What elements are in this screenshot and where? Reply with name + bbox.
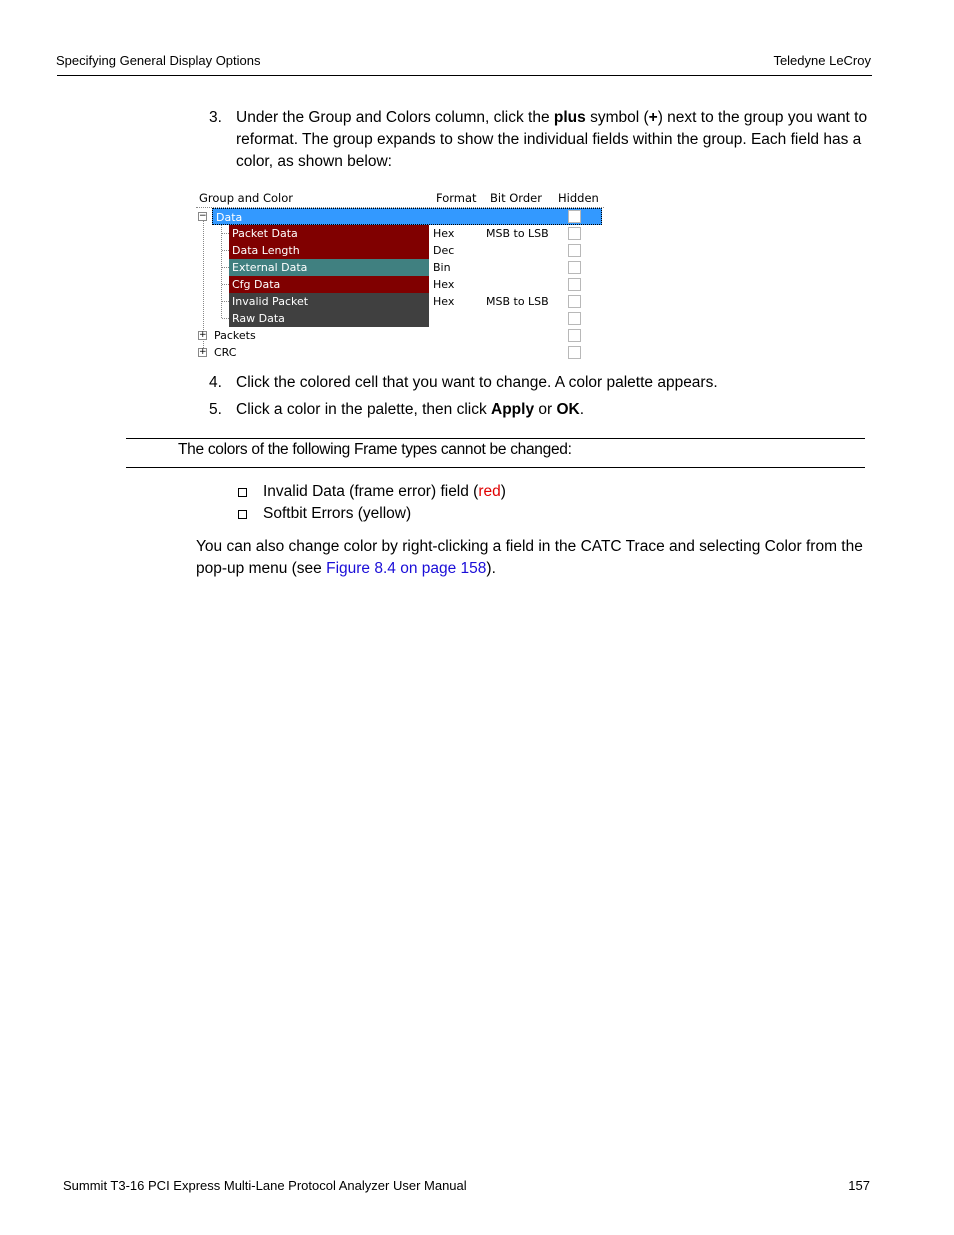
grid-row-group[interactable] — [196, 208, 606, 225]
checkbox-icon[interactable] — [568, 261, 581, 274]
bullet-box-icon — [238, 488, 247, 497]
field-bit-order[interactable] — [483, 276, 486, 293]
checkbox-icon[interactable] — [568, 227, 581, 240]
field-color-cell[interactable]: Packet Data — [229, 225, 429, 242]
checkbox-icon[interactable] — [568, 210, 581, 223]
grid-row-field[interactable] — [196, 276, 606, 293]
step-5 — [209, 399, 889, 421]
step-text-part: . — [579, 401, 585, 418]
column-header-format[interactable]: Format — [436, 191, 477, 205]
grid-row-group[interactable] — [196, 344, 606, 361]
note-top-rule — [126, 438, 865, 439]
field-format[interactable]: Hex — [433, 227, 455, 240]
field-color-cell[interactable]: Raw Data — [229, 310, 429, 327]
field-color-cell[interactable]: Data Length — [229, 242, 429, 259]
step-text-part: or — [534, 401, 557, 418]
plus-box-icon[interactable]: + — [199, 347, 207, 357]
field-bit-order[interactable] — [483, 310, 486, 327]
field-bit-order[interactable]: MSB to LSB — [486, 295, 549, 308]
step-bold: plus — [553, 109, 586, 126]
body-paragraph — [196, 536, 866, 580]
group-color-grid — [196, 188, 606, 363]
grid-row-group[interactable] — [196, 327, 606, 344]
field-color-cell[interactable]: External Data — [229, 259, 429, 276]
group-color-cell[interactable]: Data — [212, 208, 602, 225]
checkbox-icon[interactable] — [568, 346, 581, 359]
grid-row-field[interactable] — [196, 310, 606, 327]
step-number: 4. — [209, 374, 222, 391]
step-text-part: Under the Group and Colors column, click the — [236, 109, 554, 126]
header-divider — [57, 75, 872, 76]
step-text-part: Click a color in the palette, then click — [236, 401, 492, 418]
field-color-cell[interactable]: Invalid Packet — [229, 293, 429, 310]
step-bold: Apply — [491, 401, 535, 418]
plus-box-icon[interactable]: + — [199, 330, 207, 340]
checkbox-icon[interactable] — [568, 312, 581, 325]
column-header-hidden[interactable]: Hidden — [558, 191, 599, 205]
bullet-colored-word: red — [478, 483, 501, 500]
grid-row-field[interactable] — [196, 259, 606, 276]
step-bold: OK — [556, 401, 580, 418]
field-bit-order[interactable]: MSB to LSB — [486, 227, 549, 240]
grid-row-field[interactable] — [196, 293, 606, 310]
grid-row-field[interactable] — [196, 242, 606, 259]
field-format[interactable]: Hex — [433, 295, 455, 308]
step-4 — [209, 372, 889, 394]
step-number: 3. — [209, 109, 222, 126]
note-text: The colors of the following Frame types cannot be changed: — [178, 441, 572, 458]
note-bottom-rule — [126, 467, 865, 468]
group-label[interactable]: CRC — [214, 346, 237, 359]
paragraph-text: ). — [486, 560, 496, 577]
figure-link[interactable]: Figure 8.4 on page 158 — [326, 560, 487, 577]
bullet-item — [238, 483, 738, 503]
bullet-item — [238, 505, 738, 525]
minus-box-icon[interactable]: − — [199, 211, 207, 221]
step-text-part: ) next to the group you want to reformat. The group expands to show the individual fields within the group. Each field has a color, as shown below: — [236, 109, 868, 170]
bullet-box-icon — [238, 510, 247, 519]
field-bit-order[interactable] — [483, 259, 486, 276]
step-text — [236, 399, 876, 421]
grid-row-field[interactable] — [196, 225, 606, 242]
header-brand: Teledyne LeCroy — [773, 53, 871, 68]
field-bit-order[interactable] — [483, 242, 486, 259]
footer-title: Summit T3-16 PCI Express Multi-Lane Protocol Analyzer User Manual — [63, 1178, 467, 1193]
field-format[interactable]: Bin — [433, 261, 451, 274]
header-title: Specifying General Display Options — [56, 53, 261, 68]
checkbox-icon[interactable] — [568, 329, 581, 342]
field-format[interactable]: Hex — [433, 278, 455, 291]
grid-header — [196, 188, 604, 206]
checkbox-icon[interactable] — [568, 244, 581, 257]
column-header-group-color[interactable]: Group and Color — [199, 191, 293, 205]
field-color-cell[interactable]: Cfg Data — [229, 276, 429, 293]
bullet-text: Softbit Errors (yellow) — [263, 505, 412, 522]
step-3 — [209, 107, 889, 173]
field-format[interactable]: Dec — [433, 244, 455, 257]
step-text-part: symbol ( — [585, 109, 649, 126]
checkbox-icon[interactable] — [568, 278, 581, 291]
group-label[interactable]: Packets — [214, 329, 256, 342]
step-text: Click the colored cell that you want to change. A color palette appears. — [236, 374, 718, 391]
checkbox-icon[interactable] — [568, 295, 581, 308]
field-format[interactable] — [430, 310, 433, 327]
step-number: 5. — [209, 401, 222, 418]
column-header-bit-order[interactable]: Bit Order — [490, 191, 542, 205]
paragraph-text: You can also change color by right-clicking a field in the CATC Trace and selecting Color from the pop-up menu (see — [196, 538, 863, 577]
step-text — [236, 107, 876, 173]
step-bold: + — [648, 109, 658, 126]
bullet-text-part: Invalid Data (frame error) field ( — [263, 483, 479, 500]
bullet-text — [263, 483, 506, 501]
page-number: 157 — [848, 1178, 870, 1193]
bullet-text-part: ) — [500, 483, 506, 500]
